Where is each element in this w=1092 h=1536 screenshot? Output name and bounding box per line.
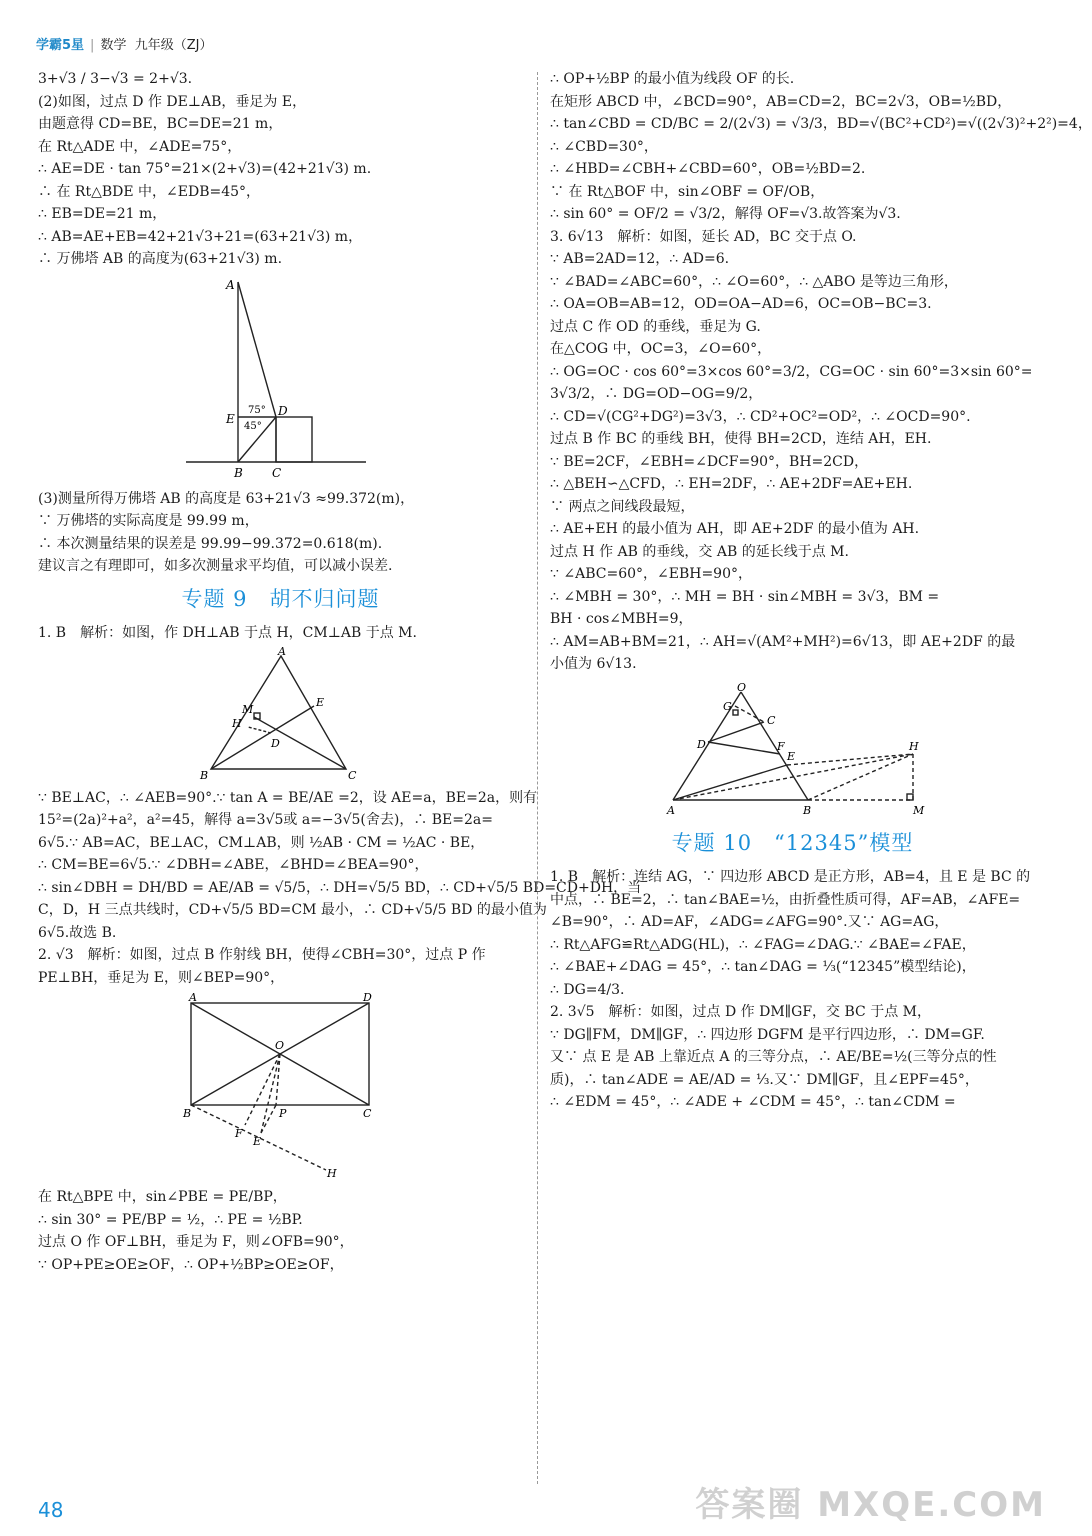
text-line: ∴ AM=AB+BM=21，∴ AH=√(AM²+MH²)=6√13，即 AE+2DF 的最	[550, 633, 1016, 650]
label-H: H	[908, 739, 919, 753]
label-M: M	[241, 702, 253, 716]
text-line: 建议言之有理即可，如多次测量求平均值，可以减小误差.	[38, 558, 393, 574]
text-line: 1. B 解析：连结 AG，∵ 四边形 ABCD 是正方形，AB=4，且 E 是 BC 的	[550, 869, 1031, 885]
text-line: ∴ ∠CBD=30°，	[550, 138, 658, 155]
text-line: 6√5.故选 B.	[38, 924, 117, 941]
text-line: 过点 C 作 OD 的垂线，垂足为 G.	[550, 318, 761, 335]
text-line: C，D，H 三点共线时，CD+√5/5 BD=CM 最小，∴ CD+√5/5 BD 的最小值为	[38, 902, 547, 918]
text-line: ∴ OA=OB=AB=12，OD=OA−AD=6，OC=OB−BC=3.	[550, 296, 932, 312]
label-C: C	[271, 465, 281, 480]
text-line: ∵ DG∥FM，DM∥GF，∴ 四边形 DGFM 是平行四边形，∴ DM=GF.	[550, 1026, 985, 1043]
text-line: 在△COG 中，OC=3，∠O=60°，	[550, 341, 772, 357]
text-line: ∵ BE=2CF，∠EBH=∠DCF=90°，BH=2CD，	[550, 453, 869, 470]
tower-figure	[186, 277, 376, 482]
text-line: ∴ EB=DE=21 m，	[38, 206, 167, 222]
text-line: ∴ AB=AE+EB=42+21√3+21=(63+21√3) m，	[38, 228, 363, 245]
text-line: ∵ ∠BAD=∠ABC=60°，∴ ∠O=60°，∴ △ABO 是等边三角形，	[550, 273, 958, 290]
text-line: (2)如图，过点 D 作 DE⊥AB，垂足为 E，	[38, 93, 307, 110]
label-M: M	[912, 803, 924, 817]
right-column	[550, 68, 1092, 1114]
label-D: D	[696, 737, 706, 751]
text-line: 6√5.∵ AB=AC，BE⊥AC，CM⊥AB，则 ½AB · CM = ½AC · BE，	[38, 834, 485, 851]
section-10-title: 专题 10 “12345”模型	[671, 830, 914, 855]
label-F: F	[234, 1127, 243, 1140]
text-line: 过点 H 作 AB 的垂线，交 AB 的延长线于点 M.	[550, 543, 849, 560]
angle-75: 75°	[247, 404, 266, 416]
text-line: ∴ 万佛塔 AB 的高度为(63+21√3) m.	[38, 251, 283, 267]
text-line: ∵ ∠ABC=60°，∠EBH=90°，	[550, 566, 752, 582]
text-line: ∴ AE=DE · tan 75°=21×(2+√3)=(42+21√3) m.	[38, 161, 372, 177]
label-E: E	[786, 749, 795, 763]
label-C: C	[766, 713, 775, 727]
page-header: 学霸5星 | 数学 九年级（ZJ）	[36, 38, 213, 53]
label-H: H	[231, 716, 242, 730]
label-E: E	[315, 695, 324, 709]
label-A: A	[188, 991, 197, 1004]
label-A: A	[666, 803, 675, 817]
label-B: B	[199, 768, 208, 782]
label-B: B	[233, 465, 243, 480]
trapezoid-figure	[663, 682, 923, 822]
text-line: 过点 B 作 BC 的垂线 BH，使得 BH=2CD，连结 AH，EH.	[550, 431, 932, 447]
label-B: B	[182, 1107, 191, 1120]
text-line: 小值为 6√13.	[550, 656, 637, 672]
label-E: E	[225, 411, 235, 426]
text-line: ∴ OP+½BP 的最小值为线段 OF 的长.	[550, 71, 795, 87]
text-line: ∴ 本次测量结果的误差是 99.99−99.372=0.618(m).	[38, 535, 383, 552]
text-line: ∴ △BEH∽△CFD，∴ EH=2DF，∴ AE+2DF=AE+EH.	[550, 476, 913, 492]
rectangle-figure	[181, 991, 381, 1180]
text-line: ∠B=90°，∴ AD=AF，∠ADG=∠AFG=90°.又∵ AG=AG，	[550, 914, 949, 930]
text-line: 在矩形 ABCD 中，∠BCD=90°，AB=CD=2，BC=2√3，OB=½BD，	[550, 93, 1012, 110]
text-line: ∴ ∠MBH = 30°，∴ MH = BH · sin∠MBH = 3√3，BM =	[550, 588, 940, 605]
text-line: ∴ AE+EH 的最小值为 AH，即 AE+2DF 的最小值为 AH.	[550, 521, 920, 537]
label-P: P	[278, 1107, 286, 1120]
text-line: 中点，∴ BE=2，∴ tan∠BAE=½，由折叠性质可得，AF=AB，∠AFE=	[550, 891, 1021, 908]
label-D: D	[277, 403, 288, 418]
label-G: G	[722, 699, 732, 713]
text-line: 2. √3 解析：如图，过点 B 作射线 BH，使得∠CBH=30°，过点 P 作	[38, 947, 486, 963]
text-line: 又∵ 点 E 是 AB 上靠近点 A 的三等分点，∴ AE/BE=½(三等分点的性	[550, 1049, 997, 1065]
text-line: ∵ AB=2AD=12，∴ AD=6.	[550, 251, 730, 267]
text-line: ∵ OP+PE≥OE≥OF，∴ OP+½BP≥OE≥OF，	[38, 1256, 344, 1273]
text-line: 2. 3√5 解析：如图，过点 D 作 DM∥GF，交 BC 于点 M，	[550, 1004, 931, 1020]
text-line: 3. 6√13 解析：如图，延长 AD，BC 交于点 O.	[550, 228, 857, 245]
text-line: ∵ 万佛塔的实际高度是 99.99 m，	[38, 513, 259, 529]
text-line: ∴ sin 60° = OF/2 = √3/2，解得 OF=√3.故答案为√3.	[550, 206, 901, 222]
text-line: 3√3/2，∴ DG=OD−OG=9/2，	[550, 386, 763, 402]
label-F: F	[776, 739, 785, 753]
text-line: ∵ 两点之间线段最短，	[550, 498, 695, 515]
text-line: ∴ DG=4/3.	[550, 981, 625, 998]
label-O: O	[274, 1039, 284, 1052]
label-H: H	[326, 1167, 337, 1180]
label-A: A	[277, 644, 286, 658]
label-C: C	[347, 768, 356, 782]
text-line: ∴ sin 30° = PE/BP = ½，∴ PE = ½BP.	[38, 1211, 303, 1228]
grade: 九年级（ZJ）	[134, 38, 213, 53]
text-line: ∴ Rt△AFG≌Rt△ADG(HL)，∴ ∠FAG=∠DAG.∵ ∠BAE=∠FAE，	[550, 936, 976, 953]
subject: 数学	[100, 38, 127, 53]
triangle-figure	[196, 644, 366, 782]
text-line: 15²=(2a)²+a²，a²=45，解得 a=3√5或 a=−3√5(舍去)，∴ BE=2a=	[38, 812, 493, 828]
text-line: ∴ ∠EDM = 45°，∴ ∠ADE + ∠CDM = 45°，∴ tan∠CDM =	[550, 1094, 956, 1110]
text-line: ∴ OG=OC · cos 60°=3×cos 60°=3/2，CG=OC · sin 60°=3×sin 60°=	[550, 363, 1033, 380]
text-line: ∴ 在 Rt△BDE 中，∠EDB=45°，	[38, 183, 261, 200]
text-line: 质)，∴ tan∠ADE = AE/AD = ⅓.又∵ DM∥GF，且∠EPF=45°，	[550, 1071, 979, 1088]
label-E: E	[252, 1135, 261, 1148]
text-line: ∵ BE⊥AC，∴ ∠AEB=90°.∵ tan A = BE/AE =2，设 AE=a，BE=2a，则有	[38, 789, 538, 806]
column-divider	[537, 72, 538, 1484]
text-line: 1. B 解析：如图，作 DH⊥AB 于点 H，CM⊥AB 于点 M.	[38, 625, 417, 641]
section-9-title: 专题 9 胡不归问题	[181, 586, 380, 611]
text-line: ∴ sin∠DBH = DH/BD = AE/AB = √5/5，∴ DH=√5/5 BD，∴ CD+√5/5 BD=CD+DH，当	[38, 879, 642, 896]
text-line: 在 Rt△BPE 中，sin∠PBE = PE/BP，	[38, 1189, 287, 1205]
label-B: B	[802, 803, 811, 817]
label-D: D	[362, 991, 372, 1004]
label-D: D	[270, 736, 280, 750]
text-line: 过点 O 作 OF⊥BH，垂足为 F，则∠OFB=90°，	[38, 1234, 354, 1250]
text-line: 由题意得 CD=BE，BC=DE=21 m，	[38, 116, 283, 132]
text-line: BH · cos∠MBH=9，	[550, 611, 693, 627]
text-line: 在 Rt△ADE 中，∠ADE=75°，	[38, 138, 242, 155]
label-A: A	[225, 277, 235, 292]
label-C: C	[362, 1107, 371, 1120]
text-line: ∴ tan∠CBD = CD/BC = 2/(2√3) = √3/3，BD=√(BC²+CD²)=√((2√3)²+2²)=4，	[550, 116, 1092, 132]
text-line: ∵ 在 Rt△BOF 中，sin∠OBF = OF/OB，	[550, 183, 825, 200]
text-line: 3+√3 / 3−√3 = 2+√3.	[38, 71, 193, 87]
brand-logo: 学霸5星	[36, 38, 85, 53]
angle-45: 45°	[243, 420, 262, 432]
text-line: ∴ ∠HBD=∠CBH+∠CBD=60°，OB=½BD=2.	[550, 161, 866, 177]
text-line: ∴ ∠BAE+∠DAG = 45°，∴ tan∠DAG = ⅓(“12345”模型结论)，	[550, 959, 976, 975]
text-line: PE⊥BH，垂足为 E，则∠BEP=90°，	[38, 969, 285, 986]
watermark: 答案圈 MXQE.COM	[695, 1485, 1046, 1525]
page-number: 48	[38, 1498, 64, 1522]
text-line: ∴ CM=BE=6√5.∵ ∠DBH=∠ABE，∠BHD=∠BEA=90°，	[38, 857, 429, 873]
text-line: ∴ CD=√(CG²+DG²)=3√3，∴ CD²+OC²=OD²，∴ ∠OCD=90°.	[550, 408, 971, 425]
label-O: O	[736, 680, 746, 694]
text-line: (3)测量所得万佛塔 AB 的高度是 63+21√3 ≈99.372(m)，	[38, 490, 415, 507]
